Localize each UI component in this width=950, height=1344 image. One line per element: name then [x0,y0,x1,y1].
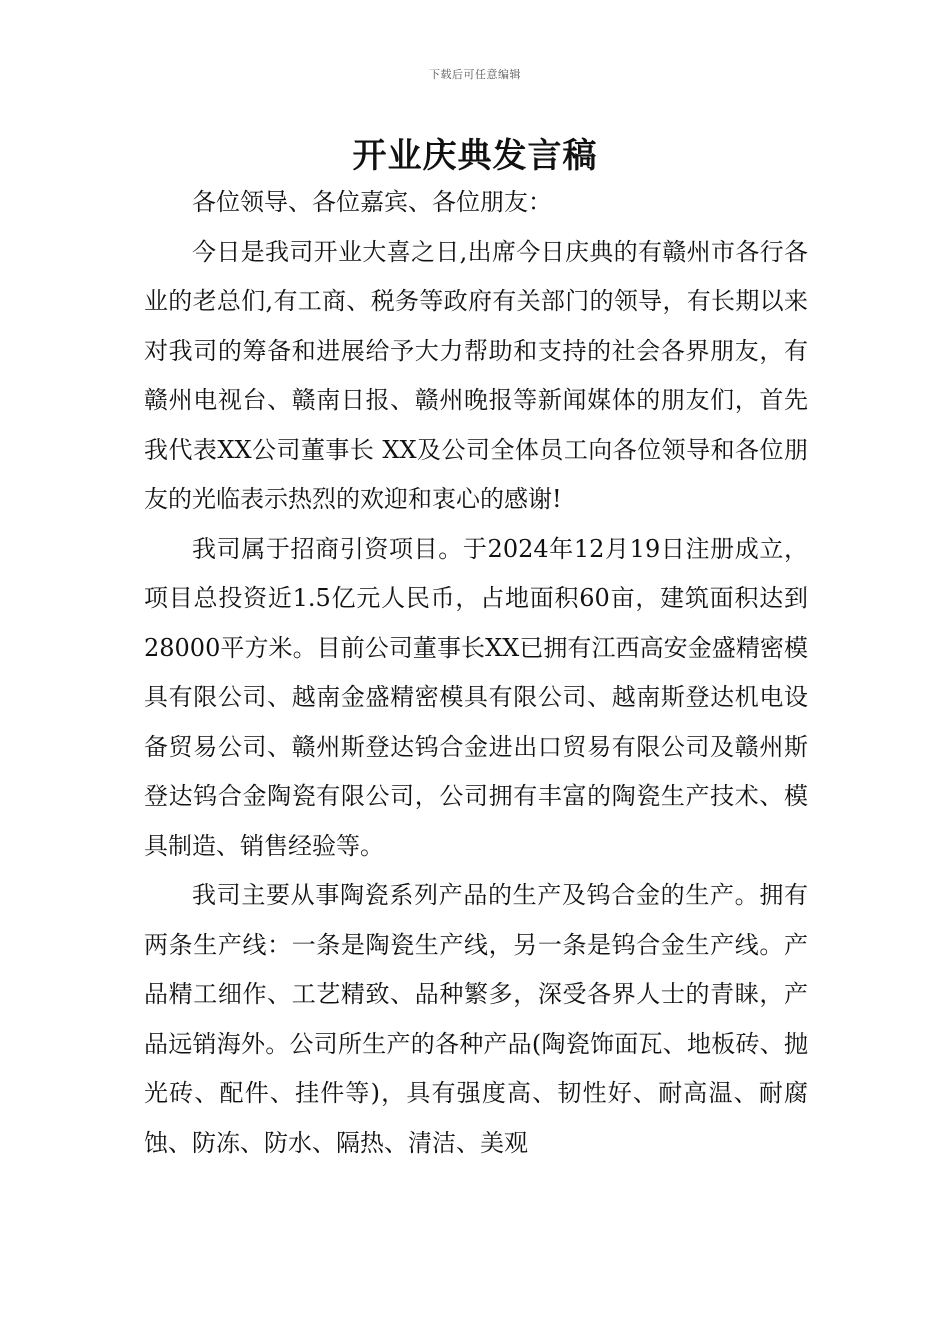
header-note: 下载后可任意编辑 [429,68,521,81]
paragraph-opening: 今日是我司开业大喜之日,出席今日庆典的有赣州市各行各业的老总们,有工商、税务等政府有关部门的领导，有长期以来对我司的筹备和进展给予大力帮助和支持的社会各界朋友，有赣州电视台、赣南日报、赣州晚报等新闻媒体的朋友们，首先我代表XX公司董事长 XX及公司全体员工向各位领导和各位朋友的光临表示热烈的欢迎和衷心的感谢! [144,237,808,513]
document-body [144,178,808,1168]
salutation: 各位领导、各位嘉宾、各位朋友： [192,188,552,216]
paragraph-company-profile: 我司属于招商引资项目。于2024年12月19日注册成立，项目总投资近1.5亿元人民币，占地面积60亩，建筑面积达到28000平方米。目前公司董事长XX已拥有江西高安金盛精密模具有限公司、越南金盛精密模具有限公司、越南斯登达机电设备贸易公司、赣州斯登达钨合金进出口贸易有限公司及赣州斯登达钨合金陶瓷有限公司，公司拥有丰富的陶瓷生产技术、模具制造、销售经验等。 [144,534,808,860]
paragraph-products: 我司主要从事陶瓷系列产品的生产及钨合金的生产。拥有两条生产线：一条是陶瓷生产线，另一条是钨合金生产线。产品精工细作、工艺精致、品种繁多，深受各界人士的青睐，产品远销海外。公司所生产的各种产品(陶瓷饰面瓦、地板砖、抛光砖、配件、挂件等)，具有强度高、韧性好、耐高温、耐腐蚀、防冻、防水、隔热、清洁、美观 [144,881,808,1157]
page-title: 开业庆典发言稿 [352,136,598,176]
